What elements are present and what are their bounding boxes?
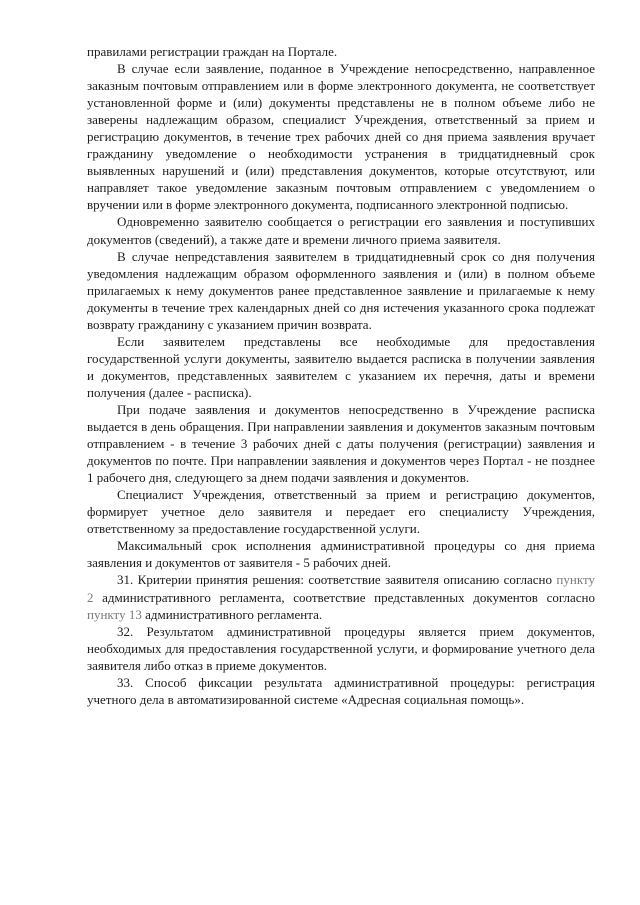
paragraph-max-term: Максимальный срок исполнения административной процедуры со дня приема заявления и документов от заявителя - 5 рабочих дней. (87, 538, 595, 571)
paragraph-item-33: 33. Способ фиксации результата административной процедуры: регистрация учетного дела в автоматизированной системе «Адресная социальная помощь». (87, 674, 595, 707)
item-31-text-b: административного регламента, соответствие представленных документов согласно (93, 589, 595, 605)
paragraph-item-31 (87, 571, 595, 622)
item-31-text-c: административного регламента. (141, 606, 323, 622)
link-clause-13[interactable]: пункту 13 (87, 606, 142, 622)
link-clause-2[interactable]: пункту 2 (87, 572, 595, 605)
paragraph-receipt-terms: При подаче заявления и документов непосредственно в Учреждение расписка выдается в день обращения. При направлении заявления и документов заказным почтовым отправлением - в течение 3 рабочих дней с даты получения (регистрации) заявления и документов по почте. При направлении заявления и документов через Портал - не позднее 1 рабочего дня, следующего за днем подачи заявления и документов. (87, 401, 595, 486)
paragraph-case-file: Специалист Учреждения, ответственный за прием и регистрацию документов, формирует учетное дело заявителя и передает его специалисту Учреждения, ответственному за предоставление государственной услуги. (87, 487, 595, 537)
document-page (87, 43, 595, 708)
paragraph-registration-notice: Одновременно заявителю сообщается о регистрации его заявления и поступивших документов (сведений), а также дате и времени личного приема заявителя. (87, 214, 595, 247)
paragraph-item-32: 32. Результатом административной процедуры является прием документов, необходимых для предоставления государственной услуги, и формирование учетного дела заявителя либо отказ в приеме документов. (87, 623, 595, 673)
paragraph-document-return: В случае непредставления заявителем в тридцатидневный срок со дня получения уведомления надлежащим образом оформленного заявления и (или) в полном объеме прилагаемых к нему документов ранее представленное заявление и прилагаемые к нему документы в течение трех календарных дней со дня истечения указанного срока подлежат возврату гражданину с указанием причин возврата. (87, 248, 595, 332)
paragraph-continuation: правилами регистрации граждан на Портале. (87, 44, 338, 59)
paragraph-incomplete-application: В случае если заявление, поданное в Учреждение непосредственно, направленное заказным почтовым отправлением или в форме электронного документа, не соответствует установленной форме и (или) документы представлены не в полном объеме либо не заверены надлежащим образом, специалист Учреждения, ответственный за прием и регистрацию документов, в течение трех рабочих дней со дня приема заявления вручает гражданину уведомление о необходимости устранения в тридцатидневный срок выявленных нарушений и (или) представления документов, которые отсутствуют, или направляет такое уведомление заказным почтовым отправлением с уведомлением о вручении или в форме электронного документа, подписанного электронной подписью. (87, 61, 595, 213)
item-31-text-a: 31. Критерии принятия решения: соответствие заявителя описанию согласно (117, 572, 557, 588)
paragraph-receipt-issuance: Если заявителем представлены все необходимые для предоставления государственной услуги документы, заявителю выдается расписка в получении заявления и документов, представленных заявителем с указанием их перечня, даты и времени получения (далее - расписка). (87, 333, 595, 400)
